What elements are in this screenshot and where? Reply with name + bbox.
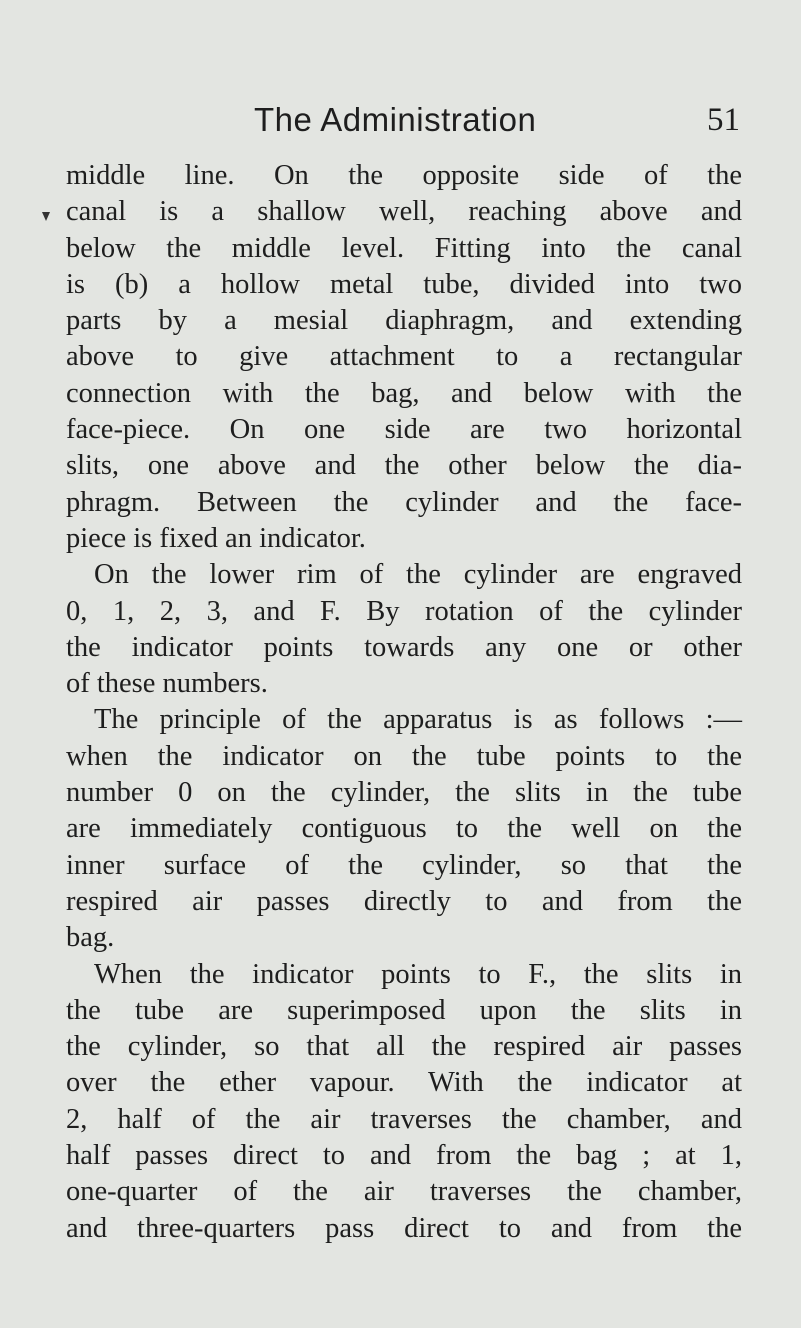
- text-line: one-quarter of the air traverses the chamber,: [66, 1176, 742, 1208]
- text-line: the tube are superimposed upon the slits in: [66, 994, 742, 1026]
- text-line: 0, 1, 2, 3, and F. By rotation of the cylinder: [66, 595, 742, 627]
- text-line: and three-quarters pass direct to and from the: [66, 1212, 742, 1244]
- text-line: canal is a shallow well, reaching above and: [66, 196, 742, 228]
- text-line: On the lower rim of the cylinder are engraved: [94, 559, 742, 591]
- text-line: face-piece. On one side are two horizontal: [66, 414, 742, 446]
- text-line: inner surface of the cylinder, so that the: [66, 849, 742, 881]
- text-line: over the ether vapour. With the indicator at: [66, 1067, 742, 1099]
- text-line: respired air passes directly to and from the: [66, 885, 742, 917]
- running-title: The Administration: [254, 101, 537, 138]
- text-line: slits, one above and the other below the dia-: [66, 450, 742, 482]
- text-line: connection with the bag, and below with the: [66, 377, 742, 409]
- text-line: middle line. On the opposite side of the: [66, 160, 742, 191]
- text-line: The principle of the apparatus is as follows :—: [94, 704, 742, 736]
- text-line: bag.: [66, 922, 115, 954]
- text-line: are immediately contiguous to the well on the: [66, 813, 742, 845]
- text-line: parts by a mesial diaphragm, and extending: [66, 305, 742, 337]
- text-line: of these numbers.: [66, 668, 268, 700]
- text-line: is (b) a hollow metal tube, divided into two: [66, 268, 742, 300]
- running-head: [66, 96, 742, 144]
- text-line: the indicator points towards any one or other: [66, 631, 742, 663]
- text-line: number 0 on the cylinder, the slits in the tube: [66, 777, 742, 809]
- text-line: when the indicator on the tube points to the: [66, 740, 742, 772]
- marginal-ink-mark: [42, 212, 50, 221]
- text-line: phragm. Between the cylinder and the face-: [66, 486, 742, 518]
- text-line: below the middle level. Fitting into the canal: [66, 232, 742, 264]
- body-text: [66, 158, 742, 1247]
- text-line: 2, half of the air traverses the chamber, and: [66, 1103, 742, 1135]
- text-line: piece is fixed an indicator.: [66, 522, 366, 554]
- text-line: half passes direct to and from the bag ; at 1,: [66, 1140, 742, 1172]
- text-line: above to give attachment to a rectangular: [66, 341, 742, 373]
- page-number: 51: [707, 102, 740, 138]
- text-line: When the indicator points to F., the slits in: [94, 958, 742, 990]
- text-line: the cylinder, so that all the respired air passes: [66, 1031, 742, 1063]
